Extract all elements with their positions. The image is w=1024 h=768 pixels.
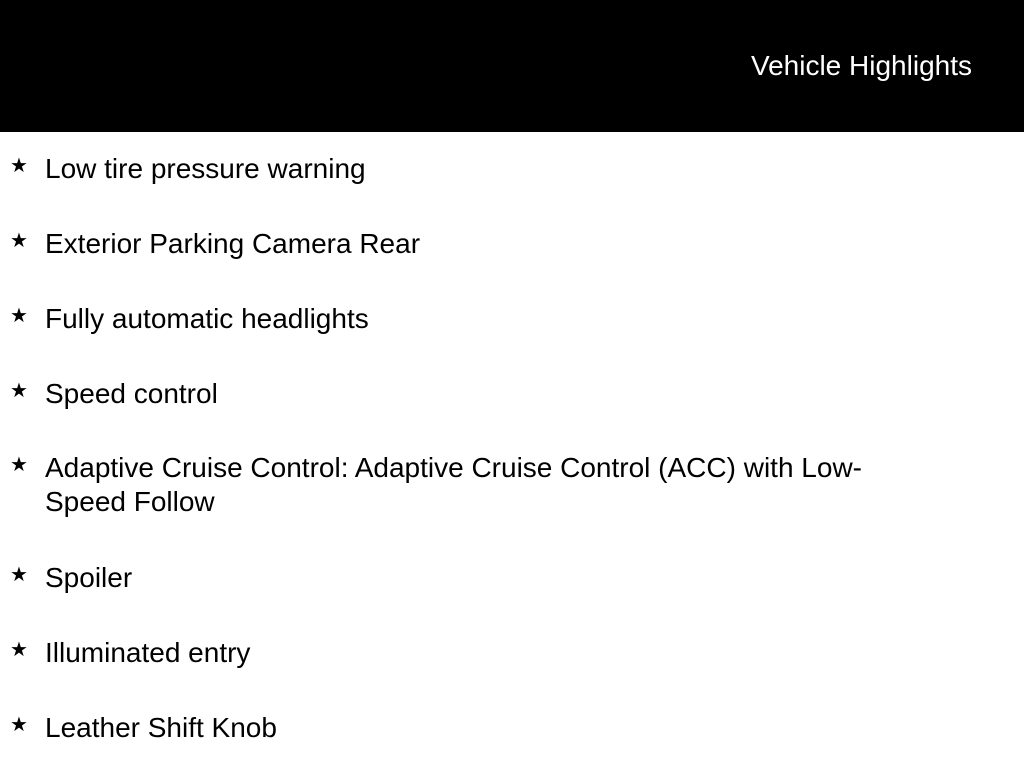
list-item <box>0 227 1024 261</box>
list-item <box>0 152 1024 186</box>
list-item <box>0 561 1024 595</box>
star-icon: ★ <box>10 562 28 586</box>
list-item-label: Adaptive Cruise Control: Adaptive Cruise Control (ACC) with Low-Speed Follow <box>45 452 862 517</box>
star-icon: ★ <box>10 153 28 177</box>
list-item <box>0 451 1024 519</box>
list-item-label: Illuminated entry <box>45 637 251 668</box>
list-item <box>0 636 1024 670</box>
list-item-label: Exterior Parking Camera Rear <box>45 228 421 259</box>
list-item <box>0 711 1024 745</box>
star-icon: ★ <box>10 637 28 661</box>
list-item-label: Leather Shift Knob <box>45 712 277 743</box>
list-item <box>0 377 1024 411</box>
star-icon: ★ <box>10 712 28 736</box>
list-item <box>0 302 1024 336</box>
star-icon: ★ <box>10 452 28 476</box>
list-item-label: Fully automatic headlights <box>45 303 369 334</box>
list-item-label: Speed control <box>45 378 218 409</box>
header-bar <box>0 0 1024 132</box>
list-item-label: Spoiler <box>45 562 133 593</box>
star-icon: ★ <box>10 303 28 327</box>
page-title: Vehicle Highlights <box>750 50 972 81</box>
star-icon: ★ <box>10 228 28 252</box>
star-icon: ★ <box>10 378 28 402</box>
list-item-label: Low tire pressure warning <box>45 153 366 184</box>
